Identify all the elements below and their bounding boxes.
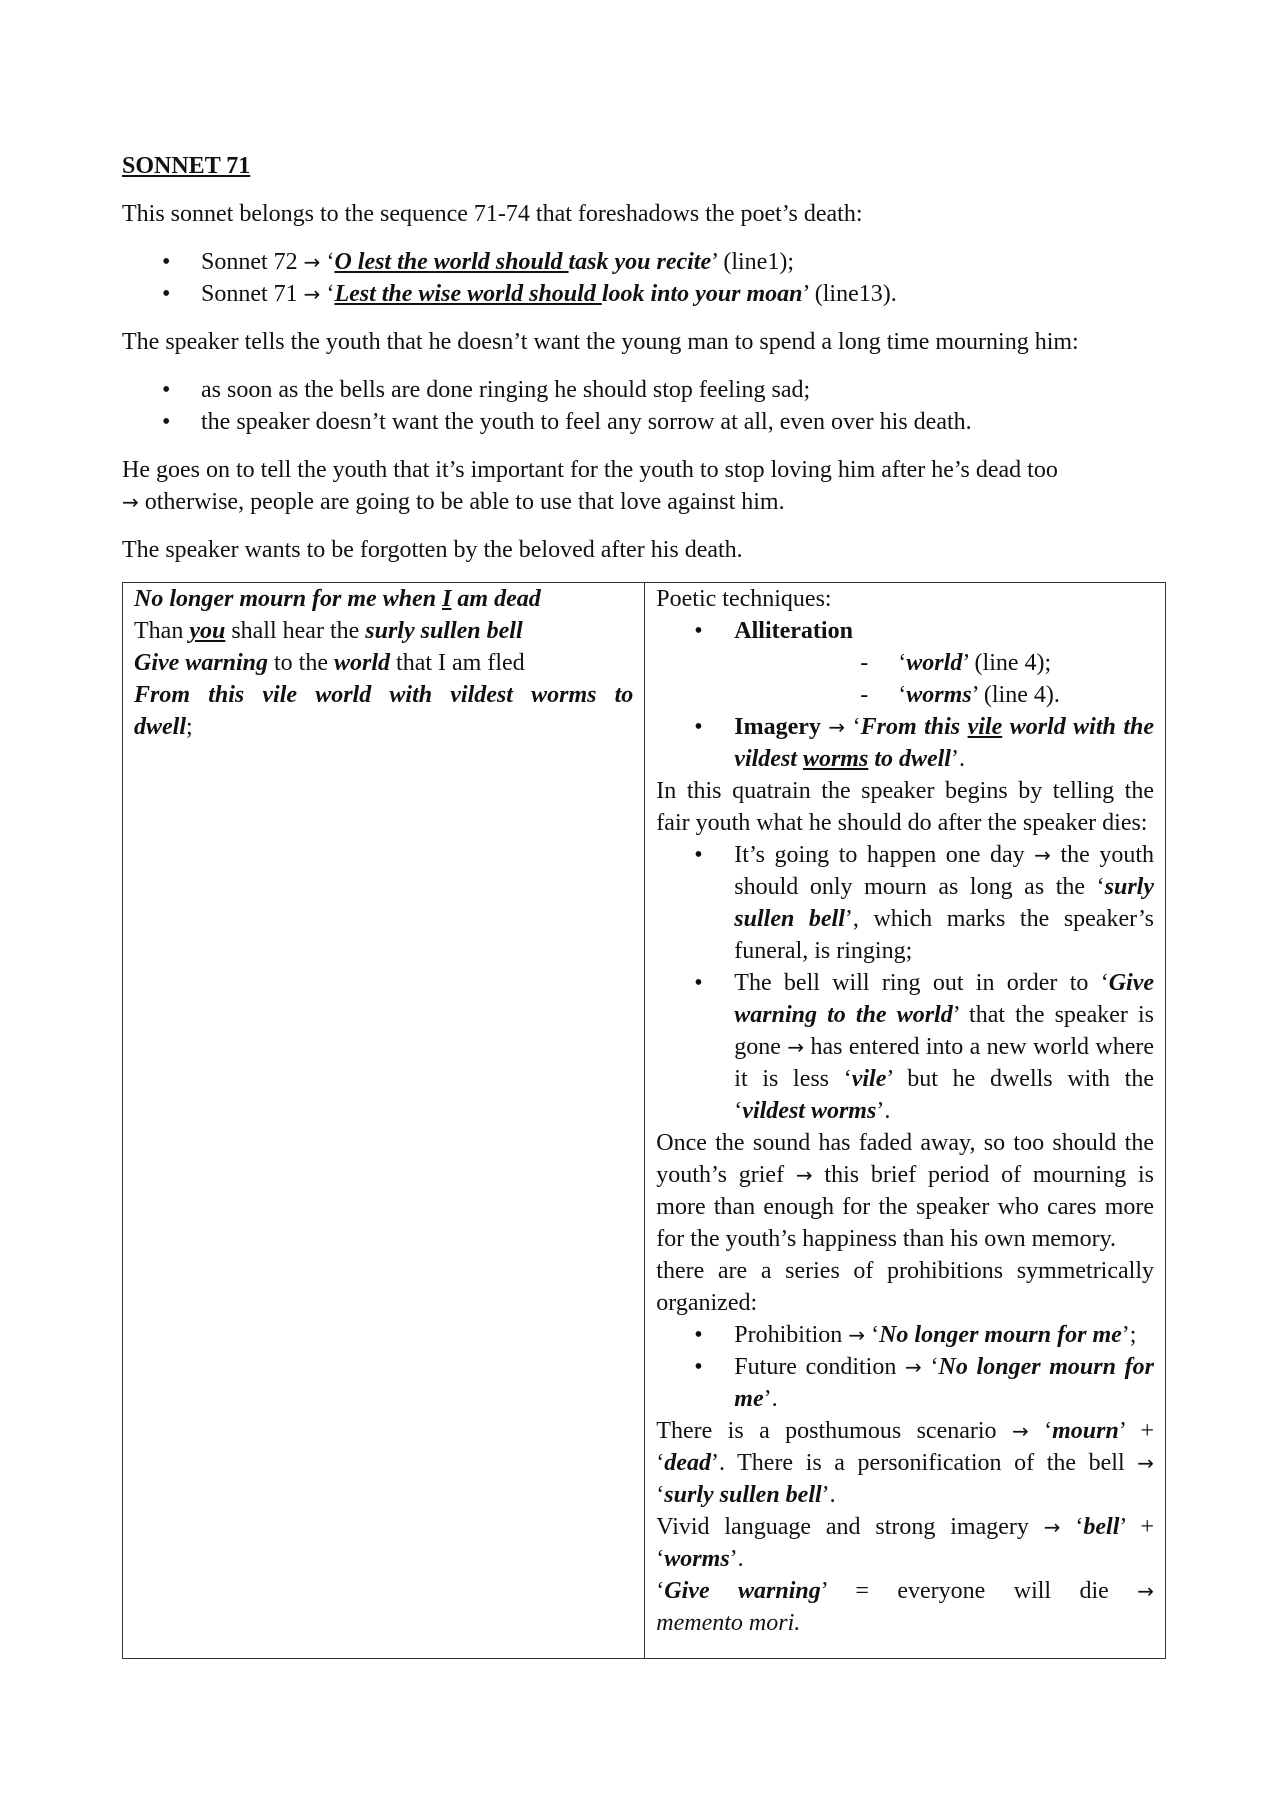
love-paragraph: He goes on to tell the youth that it’s important for the youth to stop loving him after he’s dead too → otherwise, people are going to be able to use that love against him. [122,457,1058,515]
technique-list [656,615,1154,775]
prohibition-list [656,1319,1154,1415]
intro-paragraph: This sonnet belongs to the sequence 71-74 that foreshadows the poet’s death: [122,201,863,227]
arrow-icon: → [905,1355,922,1379]
vivid-text: Vivid language and strong imagery → ‘bell’ + ‘worms’. [656,1514,1155,1572]
mourning-list [122,374,1166,438]
list-item: • The bell will ring out in order to ‘Give warning to the world’ that the speaker is gone → has entered into a new world where it is less ‘vile’ but he dwells with the ‘vildest worms’. [656,967,1154,1127]
list-item: • Future condition → ‘No longer mourn for me’. [656,1351,1154,1415]
poem-cell [123,583,645,1659]
list-item: - ‘world’ (line 4); [734,647,1154,679]
page-title: SONNET 71 [122,153,251,179]
arrow-icon: → [1137,1579,1155,1603]
sequence-list [122,246,1166,310]
analysis-table [122,582,1166,1659]
list-item: • It’s going to happen one day → the youth should only mourn as long as the ‘surly sullen bell’, which marks the speaker’s funeral, is ringing; [656,839,1154,967]
list-item: • Sonnet 71 → ‘Lest the wise world should look into your moan’ (line13). [122,278,1166,310]
list-item: • the speaker doesn’t want the youth to feel any sorrow at all, even over his death. [122,406,1166,438]
series-text: there are a series of prohibitions symmetrically organized: [656,1258,1154,1316]
arrow-icon: → [1011,1419,1029,1443]
poem-line: Give warning to the world that I am fled [134,650,525,676]
arrow-icon: → [787,1035,805,1059]
poem-line: From this vile world with vildest worms to [134,682,634,708]
arrow-icon: → [848,1323,866,1347]
dash-list [734,647,1154,711]
list-item: • as soon as the bells are done ringing he should stop feeling sad; [122,374,1166,406]
memento-mori-text: memento mori. [656,1610,801,1636]
arrow-icon: → [1137,1451,1155,1475]
arrow-icon: → [1043,1515,1061,1539]
poem-line: No longer mourn for me when I am dead [134,586,541,612]
arrow-icon: → [828,715,846,739]
analysis-cell [645,583,1166,1659]
list-item: • Alliteration - ‘world’ (line 4); - ‘worms’ (line 4). [656,615,1154,711]
posthumous-text: There is a posthumous scenario → ‘mourn’ + ‘dead’. There is a personification of the bell → ‘surly sullen bell’. [656,1418,1155,1508]
once-text: Once the sound has faded away, so too should the youth’s grief → this brief period of mourning is more than enough for the speaker who cares more for the youth’s happiness than his own memory. [656,1130,1155,1252]
give-warning-text: ‘Give warning’ = everyone will die → [656,1578,1155,1604]
arrow-icon: → [303,282,321,306]
arrow-icon: → [1034,843,1051,867]
poem-line: Than you shall hear the surly sullen bell [134,618,523,644]
arrow-icon: → [795,1163,813,1187]
quatrain-list [656,839,1154,1127]
document-page [122,150,1166,1659]
list-item: • Sonnet 72 → ‘O lest the world should task you recite’ (line1); [122,246,1166,278]
list-item: • Imagery → ‘From this vile world with the vildest worms to dwell’. [656,711,1154,775]
mourning-paragraph: The speaker tells the youth that he doesn’t want the young man to spend a long time mourning him: [122,329,1079,355]
arrow-icon: → [303,250,321,274]
quatrain-text: In this quatrain the speaker begins by telling the fair youth what he should do after the speaker dies: [656,778,1154,836]
forgotten-paragraph: The speaker wants to be forgotten by the beloved after his death. [122,537,743,563]
analysis-heading: Poetic techniques: [656,586,832,612]
list-item: • Prohibition → ‘No longer mourn for me’; [656,1319,1154,1351]
arrow-icon: → [122,490,139,514]
list-item: - ‘worms’ (line 4). [734,679,1154,711]
poem-line: dwell; [134,714,193,740]
